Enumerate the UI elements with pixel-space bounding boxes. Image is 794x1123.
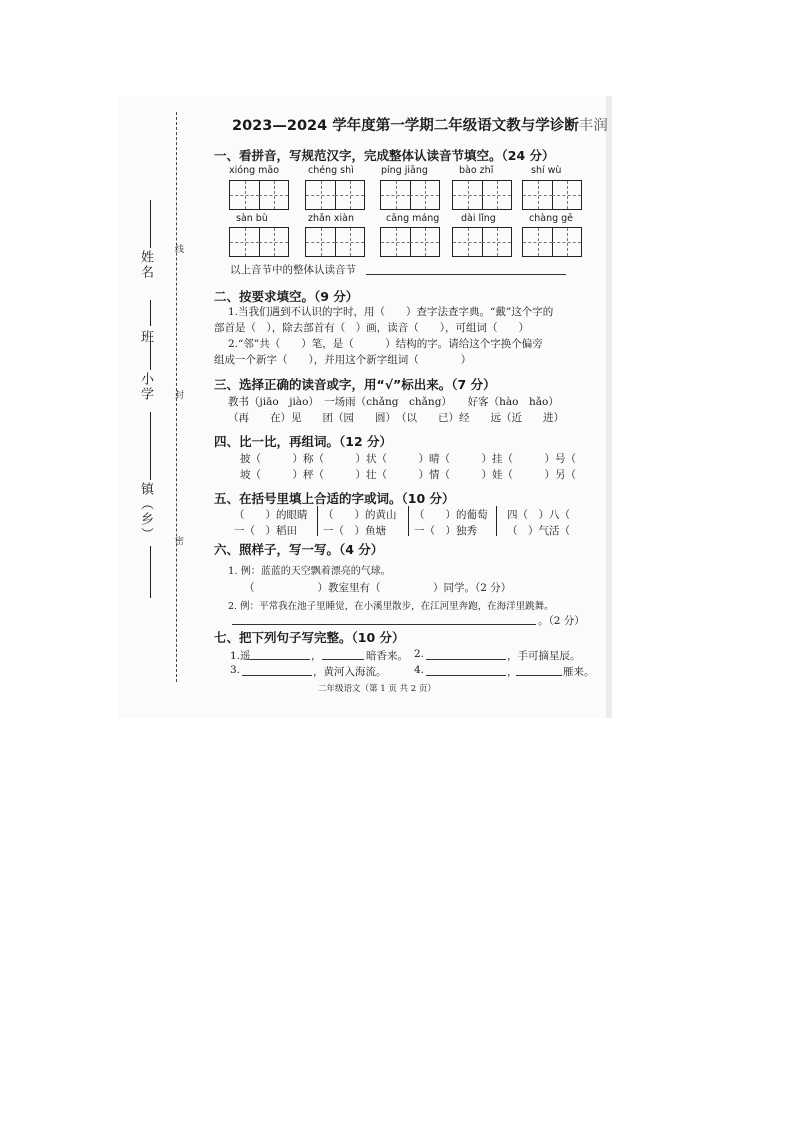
s5-item: （ ）的葡萄 (414, 509, 488, 521)
paper-edge (606, 96, 612, 718)
s6-example-1: 1. 例：蓝蓝的天空飘着漂亮的气球。 (228, 566, 391, 577)
s3-line: （再 在）见 团（园 圆） （以 已）经 远（近 进） (228, 412, 564, 424)
s4-line: 披（ ）称（ ）状（ ）晴（ ）挂（ ）号（ (240, 453, 576, 465)
pinyin-label: píng jiāng (381, 165, 428, 176)
pinyin-label: sàn bù (236, 213, 268, 224)
class-label: 班 (138, 330, 153, 345)
section-6-heading: 六、照样子，写一写。（4 分） (214, 542, 384, 557)
school-underline-a (150, 342, 151, 370)
s3-line: 教书（jiāo jiào） 一场雨（chǎng chǎng） 好客（hào hǎo） (228, 396, 559, 408)
s7-answer-line[interactable] (516, 675, 562, 676)
exam-title-suffix: 丰润 (578, 118, 608, 134)
s7-q1-comma: ， (311, 650, 322, 662)
s7-answer-line[interactable] (250, 659, 310, 660)
s7-q1-end: 暗香来。 (366, 650, 408, 662)
school-label: 小学 (138, 372, 153, 402)
s7-q3-num: 3. (230, 664, 241, 676)
section-7-heading: 七、把下列句子写完整。（10 分） (214, 630, 405, 645)
exam-title (232, 114, 608, 135)
pinyin-label: chàng gē (529, 213, 574, 224)
writing-grid[interactable] (522, 180, 582, 210)
group-divider (496, 506, 497, 536)
s7-q2-num: 2. (414, 648, 425, 660)
section-3-heading: 三、选择正确的读音或字，用“√”标出来。（7 分） (214, 377, 496, 392)
writing-grid[interactable] (522, 227, 582, 257)
section-1-heading: 一、看拼音，写规范汉字，完成整体认读音节填空。（24 分） (214, 148, 555, 163)
binding-mark-mi: 密 (173, 536, 183, 545)
writing-grid[interactable] (229, 180, 289, 210)
pinyin-label: cāng máng (386, 213, 440, 224)
s7-answer-line[interactable] (242, 675, 312, 676)
s5-item: （ ）气活（ (507, 525, 570, 537)
section-5-heading: 五、在括号里填上合适的字或词。（10 分） (214, 491, 455, 506)
s6-answer-line[interactable] (232, 624, 536, 625)
pinyin-label: zhǎn xiàn (308, 213, 354, 224)
pinyin-label: xióng māo (229, 165, 280, 176)
syllable-fill-line[interactable] (366, 274, 566, 275)
s6-fill-1: （ ）教室里有（ ）同学。（2 分） (244, 582, 512, 594)
group-divider (317, 506, 318, 536)
s6-score-2: 。（2 分） (538, 615, 585, 627)
s2-line: 组成一个新字（ ），并用这个新字组词（ ） (214, 354, 472, 366)
s2-line: 1.当我们遇到不认识的字时，用（ ）查字法查字典。“戴”这个字的 (228, 306, 554, 318)
writing-grid[interactable] (380, 227, 440, 257)
s5-item: 一（ ）稻田 (234, 525, 297, 537)
writing-grid[interactable] (305, 227, 365, 257)
s7-q2-end: ，手可摘星辰。 (507, 650, 581, 662)
s2-line: 部首是（ ），除去部首有（ ）画，读音（ ），可组词（ ） (214, 322, 529, 334)
writing-grid[interactable] (380, 180, 440, 210)
binding-mark-xian: 线 (173, 244, 183, 253)
group-divider (408, 506, 409, 536)
s5-item: 四（ ）八（ (507, 509, 570, 521)
s4-line: 坡（ ）秤（ ）壮（ ）情（ ）娃（ ）另（ (240, 469, 576, 481)
pinyin-label: bào zhǐ (459, 165, 494, 176)
s2-line: 2.“邻”共（ ）笔，是（ ）结构的字。请给这个字换个偏旁 (228, 338, 543, 350)
pinyin-label: chéng shì (308, 165, 354, 176)
syllable-fill-label: 以上音节中的整体认读音节 (230, 264, 356, 276)
writing-grid[interactable] (229, 227, 289, 257)
name-underline (150, 200, 151, 248)
school-underline-b (150, 412, 151, 480)
writing-grid[interactable] (452, 180, 512, 210)
s7-q4-num: 4. (414, 664, 425, 676)
s7-q4-end: 雁来。 (563, 666, 595, 678)
pinyin-label: dài lǐng (461, 213, 496, 224)
s5-item: 一（ ）鱼塘 (323, 525, 386, 537)
town-underline (150, 546, 151, 598)
s7-q4-comma: ， (507, 666, 518, 678)
exam-title-main: 2023—2024 学年度第一学期二年级语文教与学诊断 (232, 118, 579, 134)
writing-grid[interactable] (452, 227, 512, 257)
s5-item: 一（ ）独秀 (414, 525, 477, 537)
s5-item: （ ）的黄山 (323, 509, 397, 521)
s7-q1-num: 1.遥 (230, 650, 251, 662)
page-footer: 二年级语文（第 1 页 共 2 页） (318, 684, 436, 694)
pinyin-label: shí wù (531, 165, 562, 176)
town-label: 镇（乡） (138, 482, 153, 542)
writing-grid[interactable] (305, 180, 365, 210)
class-underline (150, 300, 151, 326)
s7-answer-line[interactable] (426, 675, 506, 676)
name-label: 姓名 (138, 250, 153, 280)
section-2-heading: 二、按要求填空。（9 分） (214, 289, 359, 304)
s5-item: （ ）的眼睛 (234, 509, 308, 521)
s7-answer-line[interactable] (426, 659, 506, 660)
s6-example-2: 2. 例：平常我在池子里睡觉，在小溪里散步，在江河里奔跑，在海洋里跳舞。 (228, 601, 554, 612)
s7-q3-end: ，黄河入海流。 (313, 666, 387, 678)
section-4-heading: 四、比一比，再组词。（12 分） (214, 434, 392, 449)
s7-answer-line[interactable] (322, 659, 364, 660)
binding-mark-feng: 封 (173, 390, 183, 399)
